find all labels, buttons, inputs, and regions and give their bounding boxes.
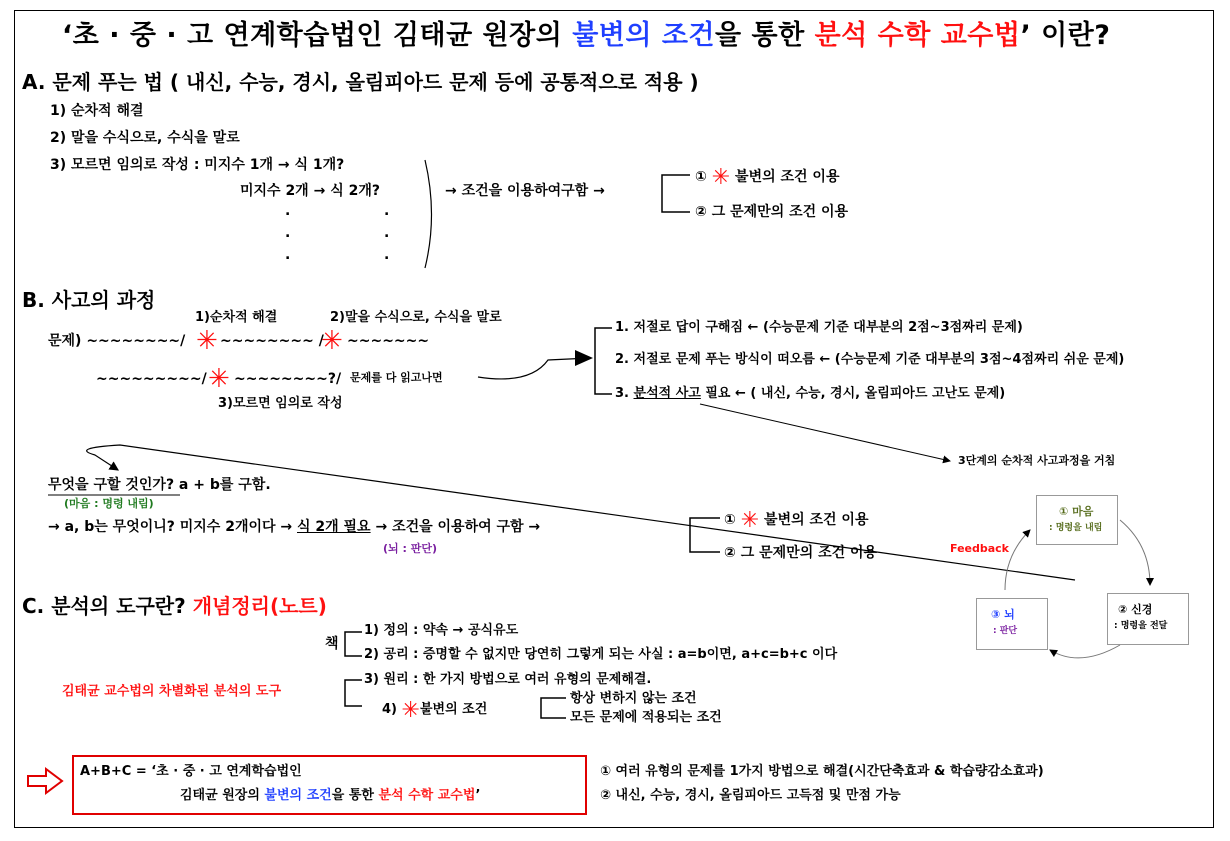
a-item-2: 2) 말을 수식으로, 수식을 말로: [50, 130, 240, 146]
b-row2b: ~~~~~~~~?/: [234, 371, 342, 387]
feedback-line: [87, 445, 1075, 580]
result-2: ② 내신, 수능, 경시, 올림피아드 고득점 및 만점 가능: [600, 788, 901, 803]
b-step-2: 2)말을 수식으로, 수식을 말로: [330, 310, 502, 325]
c-item-2: 2) 공리 : 증명할 수 없지만 당연히 그렇게 되는 사실 : a=b이면, a+c=b+c 이다: [364, 647, 838, 662]
cycle-brain-sub: : 판단: [993, 626, 1018, 636]
a-dot: .: [285, 203, 291, 219]
a-arrow-text: → 조건을 이용하여구함 →: [445, 183, 605, 199]
c-side-label: 김태균 교수법의 차별화된 분석의 도구: [62, 684, 282, 699]
cycle-nerve-sub: : 명령을 전달: [1114, 621, 1168, 631]
a-dot: .: [384, 225, 390, 241]
a-item-1: 1) 순차적 해결: [50, 103, 144, 119]
c-item-4: 4) ✳불변의 조건: [382, 698, 488, 723]
cycle-arrow-1: [1120, 520, 1150, 585]
section-c-heading: C. 분석의 도구란? 개념정리(노트): [22, 594, 327, 618]
feedback-label: Feedback: [950, 542, 1009, 555]
b-outcome-triangle: [575, 350, 593, 366]
c-book: 책: [325, 636, 339, 652]
cycle-mind-sub: : 명령을 내림: [1049, 523, 1103, 533]
b-branch-bracket: [690, 518, 720, 552]
b-note-line: [700, 404, 950, 461]
b-step-3: 3)모르면 임의로 작성: [218, 396, 343, 411]
c-side-bracket: [345, 680, 362, 706]
c-item-4b: 모든 문제에 적용되는 조건: [570, 710, 722, 725]
b-mind-note: (마음 : 명령 내림): [64, 497, 154, 510]
asterisk-icon: ✳: [401, 698, 420, 723]
asterisk-icon: ✳: [711, 165, 731, 190]
b-outcome-bracket: [595, 328, 612, 394]
b-outcome-2: 2. 저절로 문제 푸는 방식이 떠오름 ← (수능문제 기준 대부분의 3점~4점짜리 쉬운 문제): [615, 352, 1125, 367]
a-dot: .: [384, 203, 390, 219]
b-row2a: ~~~~~~~~~/: [96, 371, 207, 387]
cycle-arrow-2: [1050, 645, 1120, 658]
a-branch-bracket: [662, 175, 690, 212]
b-note: 3단계의 순차적 사고과정을 거침: [958, 454, 1116, 467]
b-row2c: 문제를 다 읽고나면: [350, 371, 443, 384]
a-dot: .: [285, 247, 291, 263]
summary-line-1: A+B+C = ‘초 · 중 · 고 연계학습법인: [80, 764, 302, 779]
a-item-3b: 미지수 2개 → 식 2개?: [240, 183, 380, 199]
b-outcome-arrow: [478, 358, 590, 379]
section-b-heading: B. 사고의 과정: [22, 288, 156, 312]
result-1: ① 여러 유형의 문제를 1가지 방법으로 해결(시간단축효과 & 학습량감소효과): [600, 764, 1044, 779]
c-item-4a: 항상 변하지 않는 조건: [570, 691, 697, 706]
cycle-brain-title: ③ 뇌: [991, 608, 1015, 621]
hollow-arrow-icon: [28, 769, 62, 793]
b-step-1: 1)순차적 해결: [195, 310, 278, 325]
asterisk-icon: ✳: [196, 326, 218, 356]
asterisk-icon: ✳: [208, 364, 230, 394]
a-brace-line: [425, 160, 432, 268]
a-item-3: 3) 모르면 임의로 작성 : 미지수 1개 → 식 1개?: [50, 157, 345, 173]
cycle-nerve-title: ② 신경: [1118, 603, 1153, 616]
b-brain-note: (뇌 : 판단): [383, 542, 437, 555]
c-item-1: 1) 정의 : 약속 → 공식유도: [364, 623, 519, 638]
summary-line-2: 김태균 원장의 불변의 조건을 통한 분석 수학 교수법’: [180, 788, 481, 803]
b-question-2: → a, b는 무엇이니? 미지수 2개이다 → 식 2개 필요 → 조건을 이용하여 구함 →: [48, 519, 541, 535]
cycle-arrow-3: [1005, 530, 1030, 590]
c-item4-bracket: [541, 698, 566, 718]
section-a-heading: A. 문제 푸는 법 ( 내신, 수능, 경시, 올림피아드 문제 등에 공통적으로 적용 ): [22, 70, 699, 94]
page-title: ‘초 · 중 · 고 연계학습법인 김태균 원장의 불변의 조건을 통한 분석 수학 교수법’ 이란?: [62, 20, 1111, 51]
b-branch-1: ① ✳ 불변의 조건 이용: [724, 508, 869, 533]
b-outcome-1: 1. 저절로 답이 구해짐 ← (수능문제 기준 대부분의 2점~3점짜리 문제): [615, 320, 1023, 335]
c-item-3: 3) 원리 : 한 가지 방법으로 여러 유형의 문제해결.: [364, 672, 652, 687]
b-outcome-3: 3. 분석적 사고 필요 ← ( 내신, 수능, 경시, 올림피아드 고난도 문제): [615, 386, 1006, 401]
b-row1b: ~~~~~~~~ /: [220, 333, 324, 349]
asterisk-icon: ✳: [740, 508, 760, 533]
a-branch-1: ① ✳ 불변의 조건 이용: [695, 165, 840, 190]
b-row1a: 문제) ~~~~~~~~/: [48, 333, 186, 349]
a-branch-2: ② 그 문제만의 조건 이용: [695, 204, 849, 220]
a-dot: .: [285, 225, 291, 241]
cycle-mind-title: ① 마음: [1059, 505, 1094, 518]
a-dot: .: [384, 247, 390, 263]
c-book-bracket: [345, 632, 362, 656]
b-branch-2: ② 그 문제만의 조건 이용: [724, 545, 878, 561]
b-row1c: ~~~~~~~: [347, 333, 430, 349]
asterisk-icon: ✳: [321, 326, 343, 356]
b-question-1: 무엇을 구할 것인가? a + b를 구함.: [48, 477, 271, 493]
